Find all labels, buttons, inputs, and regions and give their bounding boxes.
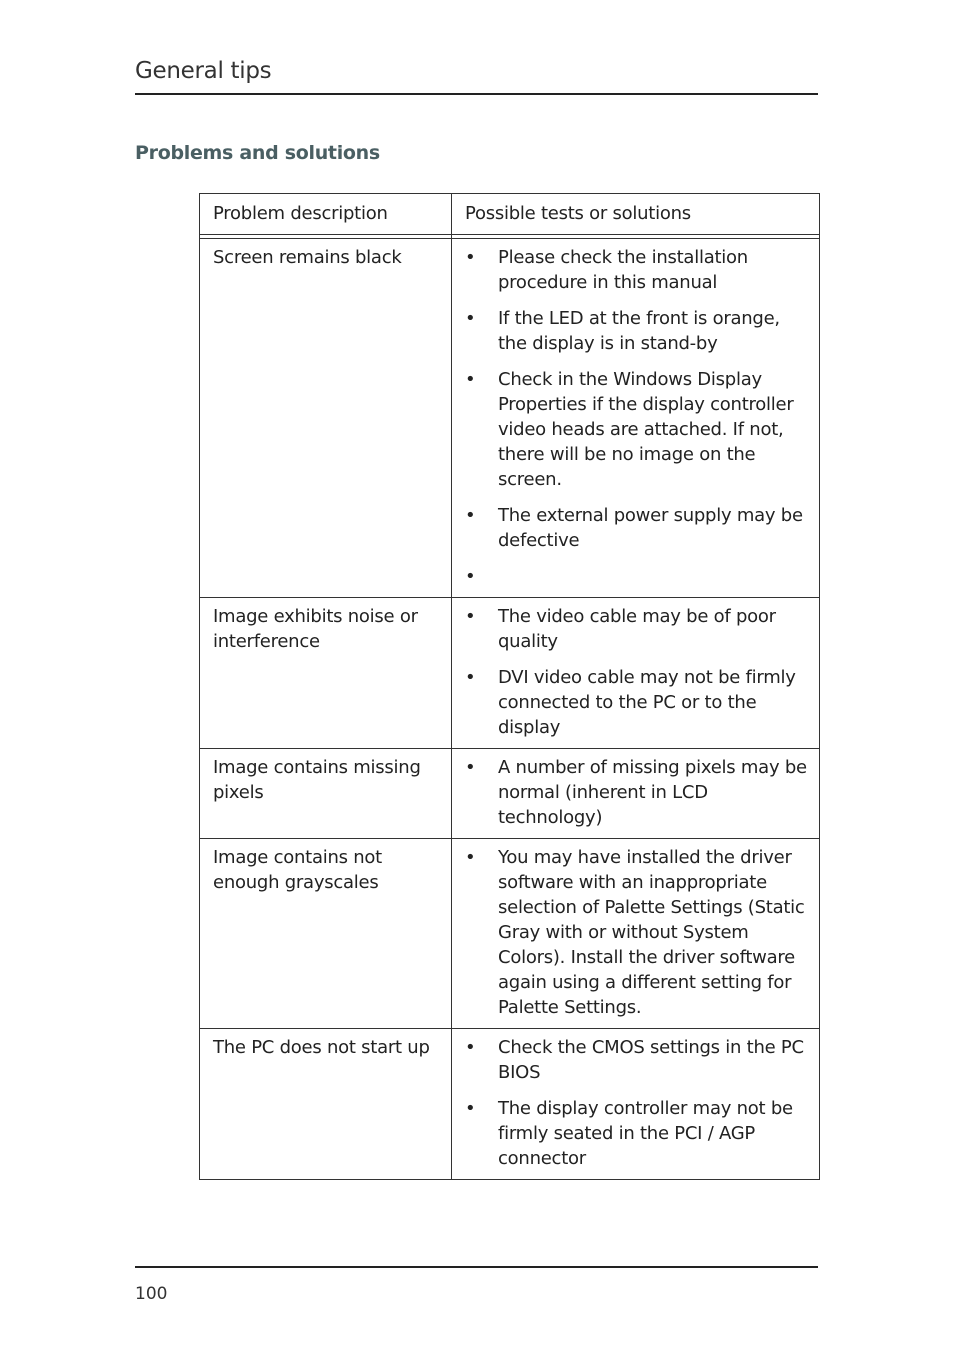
solution-text: The external power supply may be defective xyxy=(498,505,803,551)
table-row xyxy=(200,749,820,839)
solutions-list xyxy=(465,845,807,1020)
bullet-icon: • xyxy=(465,847,476,868)
solutions-list xyxy=(465,755,807,830)
table-row xyxy=(200,1029,820,1180)
solution-text: The display controller may not be firmly seated in the PCI / AGP connector xyxy=(498,1098,793,1169)
bullet-icon: • xyxy=(465,308,476,329)
solutions-cell xyxy=(452,1029,820,1180)
table-header-row xyxy=(200,194,820,235)
solutions-list xyxy=(465,604,807,740)
bullet-icon: • xyxy=(465,247,476,268)
solutions-cell xyxy=(452,598,820,749)
header-divider xyxy=(135,93,818,95)
footer-divider xyxy=(135,1266,818,1268)
problem-description-cell: Image contains missing pixels xyxy=(200,749,452,839)
bullet-icon: • xyxy=(465,369,476,390)
solutions-cell xyxy=(452,239,820,598)
solution-list-item xyxy=(465,755,807,830)
solutions-cell xyxy=(452,839,820,1029)
solution-list-item xyxy=(465,1035,807,1085)
column-header-problem: Problem description xyxy=(200,194,452,235)
page-number: 100 xyxy=(135,1284,168,1304)
solution-list-item xyxy=(465,604,807,654)
solution-text: A number of missing pixels may be normal (inherent in LCD technology) xyxy=(498,757,807,828)
solution-list-item xyxy=(465,665,807,740)
bullet-icon: • xyxy=(465,1037,476,1058)
solution-text: Please check the installation procedure in this manual xyxy=(498,247,748,293)
solution-text: The video cable may be of poor quality xyxy=(498,606,776,652)
column-header-solutions: Possible tests or solutions xyxy=(452,194,820,235)
section-title: Problems and solutions xyxy=(135,142,380,164)
solutions-list xyxy=(465,245,807,589)
problems-solutions-table xyxy=(199,193,820,1180)
solution-text: DVI video cable may not be firmly connected to the PC or to the display xyxy=(498,667,796,738)
bullet-icon: • xyxy=(465,757,476,778)
problem-description-cell: Image exhibits noise or interference xyxy=(200,598,452,749)
problem-description-cell: Screen remains black xyxy=(200,239,452,598)
solution-list-item xyxy=(465,245,807,295)
bullet-icon: • xyxy=(465,1098,476,1119)
bullet-icon: • xyxy=(465,667,476,688)
solution-list-item xyxy=(465,845,807,1020)
page-header-title: General tips xyxy=(135,58,272,84)
table-row xyxy=(200,839,820,1029)
solution-text: If the LED at the front is orange, the display is in stand-by xyxy=(498,308,780,354)
solution-list-item xyxy=(465,1096,807,1171)
table-row xyxy=(200,239,820,598)
solutions-list xyxy=(465,1035,807,1171)
solutions-cell xyxy=(452,749,820,839)
solution-list-item xyxy=(465,367,807,492)
solution-list-item xyxy=(465,503,807,553)
bullet-icon: • xyxy=(465,505,476,526)
problem-description-cell: The PC does not start up xyxy=(200,1029,452,1180)
table-row xyxy=(200,598,820,749)
solution-list-item xyxy=(465,306,807,356)
solution-text: Check the CMOS settings in the PC BIOS xyxy=(498,1037,804,1083)
solution-list-item xyxy=(465,564,807,589)
solution-text: You may have installed the driver software with an inappropriate selection of Palette Settings (Static Gray with or without System Colors). Install the driver software again using a different setting for Palette Settings. xyxy=(498,847,805,1018)
bullet-icon: • xyxy=(465,606,476,627)
bullet-icon: • xyxy=(465,566,476,587)
solution-text: Check in the Windows Display Properties if the display controller video heads are attached. If not, there will be no image on the screen. xyxy=(498,369,794,490)
problem-description-cell: Image contains not enough grayscales xyxy=(200,839,452,1029)
